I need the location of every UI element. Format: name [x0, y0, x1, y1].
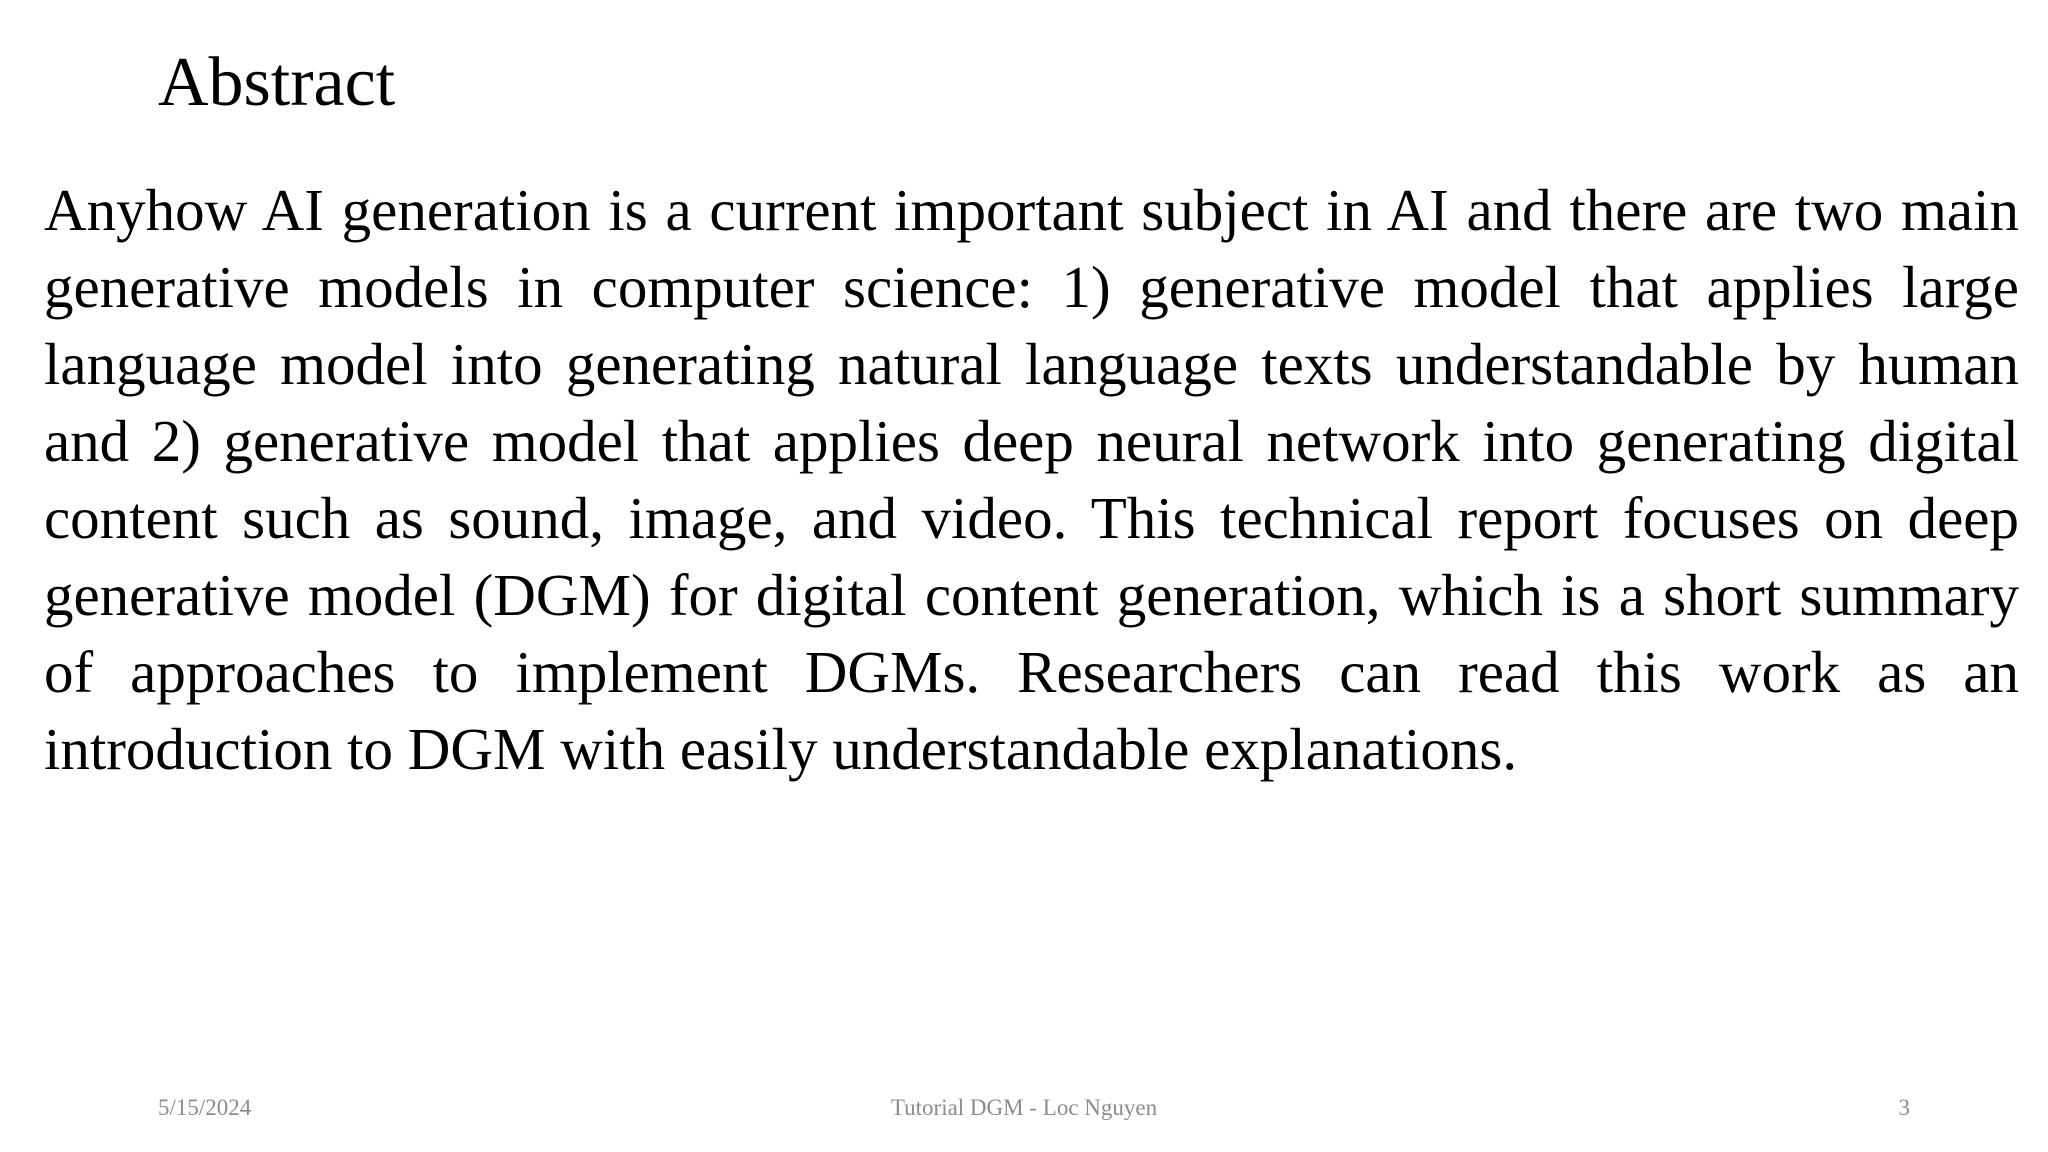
- footer-title: Tutorial DGM - Loc Nguyen: [890, 1095, 1158, 1120]
- footer-date: 5/15/2024: [158, 1095, 252, 1120]
- abstract-paragraph: Anyhow AI generation is a current important subject in AI and there are two main generative models in computer science: 1) generative model that applies large language model into generating natural language texts understandable by human and 2) generative model that applies deep neural network into generating digital content such as sound, image, and video. This technical report focuses on deep generative model (DGM) for digital content generation, which is a short summary of approaches to implement DGMs. Researchers can read this work as an introduction to DGM with easily understandable explanations.: [44, 177, 2019, 782]
- footer-page-number: 3: [1898, 1095, 1910, 1120]
- slide-title: Abstract: [158, 44, 396, 121]
